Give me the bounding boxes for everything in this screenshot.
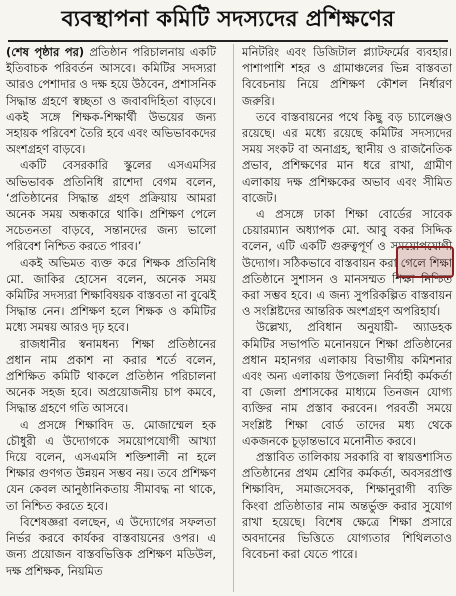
continued-from-label: (শেষ পৃষ্ঠার পর) (6, 45, 85, 59)
ink-stamp-mark (396, 246, 454, 278)
paragraph: প্রস্তাবিত তালিকায় সরকারি বা স্বায়ত্তশাসিত প্রতিষ্ঠানের প্রথম শ্রেণির কর্মকর্তা, অবসরপ্রাপ্ত শিক্ষাবিদ, সমাজসেবক, শিক্ষানুরাগী ব্যক্তি কিংবা প্রতিষ্ঠাতার নাম অন্তর্ভুক্ত করার সুযোগ রাখা হয়েছে। বিশেষ ক্ষেত্রে শিক্ষা প্রসারে অবদানের ভিত্তিতে যোগ্যতার শিথিলতাও বিবেচনা করা যেতে পারে। (242, 450, 452, 562)
paragraph: রাজধানীর স্বনামধন্য শিক্ষা প্রতিষ্ঠানের প্রধান নাম প্রকাশ না করার শর্তে বলেন, প্রশিক্ষিত কমিটি থাকলে প্রতিষ্ঠান পরিচালনা অনেক সহজ হবে। অপ্রয়োজনীয় চাপ কমবে, সিদ্ধান্ত গ্রহণে গতি আসবে। (6, 336, 216, 416)
right-column (242, 44, 452, 563)
headline-divider (8, 40, 448, 42)
headline: ব্যবস্থাপনা কমিটি সদস্যদের প্রশিক্ষণের (61, 6, 395, 32)
paragraph-text: প্রতিষ্ঠান পরিচালনায় একটি ইতিবাচক পরিবর্তন আসবে। কমিটির সদস্যরা আরও পেশাদার ও দক্ষ হয়ে উঠবেন, প্রশাসনিক সিদ্ধান্ত গ্রহণে স্বচ্ছতা ও জবাবদিহিতা বাড়বে। একই সঙ্গে শিক্ষক-শিক্ষার্থী উভয়ের জন্য সহায়ক পরিবেশ তৈরি হবে এবং অভিভাবকদের অংশগ্রহণ বাড়বে। (6, 45, 216, 157)
paragraph: বিশেষজ্ঞরা বলছেন, এ উদ্যোগের সফলতা নির্ভর করবে কার্যকর বাস্তবায়নের ওপর। এ জন্য প্রয়োজন বাস্তবভিত্তিক প্রশিক্ষণ মডিউল, দক্ষ প্রশিক্ষক, নিয়মিত (6, 514, 216, 578)
column-divider (233, 44, 234, 592)
paragraph: এ প্রসঙ্গে ঢাকা শিক্ষা বোর্ডের সাবেক চেয়ারম্যান অধ্যাপক মো. আবু বকর সিদ্দিক বলেন, এটি একটি গুরুত্বপূর্ণ ও সময়োপযোগী উদ্যোগ। সঠিকভাবে বাস্তবায়ন করা গেলে শিক্ষা প্রতিষ্ঠানে সুশাসন ও মানসম্মত শিক্ষা নিশ্চিত করা সম্ভব হবে। এ জন্য সুপরিকল্পিত বাস্তবায়ন ও সংশ্লিষ্টদের আন্তরিক অংশগ্রহণ অপরিহার্য। (242, 207, 452, 319)
paragraph: একই অভিমত ব্যক্ত করে শিক্ষক প্রতিনিধি মো. জাকির হোসেন বলেন, অনেক সময় কমিটির সদস্যরা শিক্ষাবিষয়ক বাস্তবতা না বুঝেই সিদ্ধান্ত নেন। প্রশিক্ষণ হলে শিক্ষক ও কমিটির মধ্যে সমন্বয় আরও দৃঢ় হবে। (6, 255, 216, 335)
left-column (6, 44, 216, 579)
paragraph: মনিটরিং এবং ডিজিটাল প্ল্যাটফর্মের ব্যবহার। পাশাপাশি শহর ও গ্রামাঞ্চলের ভিন্ন বাস্তবতা বিবেচনায় নিয়ে প্রশিক্ষণ কৌশল নির্ধারণ জরুরি। (242, 45, 452, 108)
paragraph: তবে বাস্তবায়নের পথে কিছু বড় চ্যালেঞ্জও রয়েছে। এর মধ্যে রয়েছে কমিটির সদস্যদের সময় সংকট বা অনাগ্রহ, স্থানীয় ও রাজনৈতিক প্রভাব, প্রশিক্ষণের মান ধরে রাখা, গ্রামীণ এলাকায় দক্ষ প্রশিক্ষকের অভাব এবং সীমিত বাজেট। (242, 109, 452, 205)
paragraph: একটি বেসরকারি স্কুলের এসএমসির অভিভাবক প্রতিনিধি রাশেদা বেগম বলেন, ‘প্রতিষ্ঠানের সিদ্ধান্ত গ্রহণ প্রক্রিয়ায় আমরা অনেক সময় অন্ধকারে থাকি। প্রশিক্ষণ পেলে সচেতনতা বাড়বে, সন্তানদের জন্য ভালো পরিবেশ নিশ্চিত করতে পারব।’ (6, 158, 216, 254)
paragraph (6, 44, 216, 157)
paragraph: এ প্রসঙ্গে শিক্ষাবিদ ড. মোজাম্মেল হক চৌধুরী এ উদ্যোগকে সময়োপযোগী আখ্যা দিয়ে বলেন, এসএমসি শক্তিশালী না হলে শিক্ষার গুণগত উন্নয়ন সম্ভব নয়। তবে প্রশিক্ষণ যেন কেবল আনুষ্ঠানিকতায় সীমাবদ্ধ না থাকে, তা নিশ্চিত করতে হবে। (6, 417, 216, 513)
paragraph: উল্লেখ্য, প্রবিধান অনুযায়ী- অ্যাডহক কমিটির সভাপতি মনোনয়নে শিক্ষা প্রতিষ্ঠানের প্রধান মহানগর এলাকায় বিভাগীয় কমিশনার এবং অন্য এলাকায় উপজেলা নির্বাহী কর্মকর্তা বা জেলা প্রশাসকের মাধ্যমে তিনজন যোগ্য ব্যক্তির নাম প্রস্তাব করবেন। পরবর্তী সময়ে সংশ্লিষ্ট শিক্ষা বোর্ড তাদের মধ্য থেকে একজনকে চূড়ান্তভাবে মনোনীত করবে। (242, 320, 452, 448)
